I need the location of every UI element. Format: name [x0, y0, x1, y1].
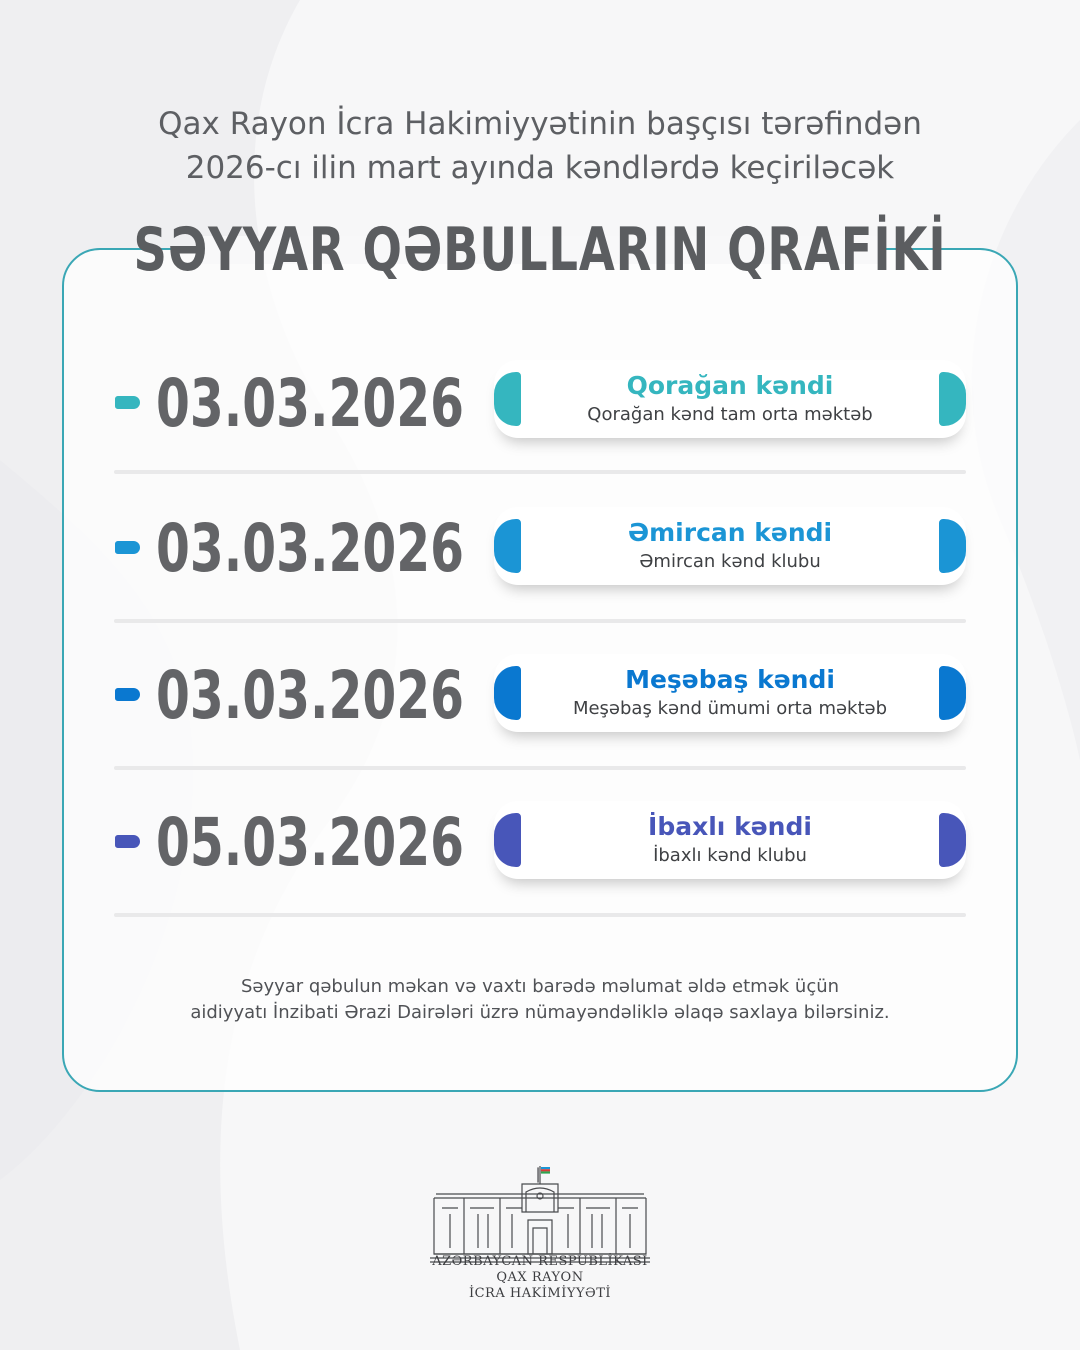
venue-name: Meşəbaş kənd ümumi orta məktəb: [572, 698, 888, 719]
venue-name: Əmircan kənd klubu: [639, 551, 821, 572]
intro-line-1: Qax Rayon İcra Hakimiyyətinin başçısı tərəfindən: [158, 106, 922, 142]
row-date: 03.03.2026: [156, 365, 465, 442]
row-marker: [115, 688, 140, 701]
schedule-row: [0, 507, 1080, 655]
row-marker: [115, 541, 140, 554]
note-line-2: aidiyyatı İnzibati Ərazi Dairələri üzrə nümayəndəliklə əlaqə saxlaya bilərsiniz.: [190, 1002, 890, 1023]
schedule-row: [0, 654, 1080, 802]
row-date: 05.03.2026: [156, 804, 465, 881]
venue-name: İbaxlı kənd klubu: [653, 845, 807, 866]
note-line-1: Səyyar qəbulun məkan və vaxtı barədə məlumat əldə etmək üçün: [240, 976, 840, 997]
intro-line-2: 2026-cı ilin mart ayında kəndlərdə keçiriləcək: [185, 150, 895, 186]
page-title: SƏYYAR QƏBULLARIN QRAFİKİ: [133, 215, 947, 285]
footer-line-1: AZƏRBAYCAN RESPUBLİKASI: [432, 1254, 648, 1269]
footer-emblem-text: [380, 1254, 700, 1302]
row-divider: [114, 913, 966, 917]
village-name: Meşəbaş kəndi: [625, 665, 835, 694]
row-marker: [115, 396, 140, 409]
village-card: [494, 360, 966, 438]
venue-name: Qorağan kənd tam orta məktəb: [587, 404, 873, 425]
footer-line-2: QAX RAYON: [496, 1270, 584, 1285]
schedule-row: [0, 801, 1080, 949]
village-name: İbaxlı kəndi: [648, 812, 812, 841]
contact-note: [62, 974, 1018, 1026]
village-card: [494, 801, 966, 879]
village-name: Əmircan kəndi: [627, 518, 833, 547]
intro-text: [0, 102, 1080, 190]
row-divider: [114, 766, 966, 770]
row-divider: [114, 619, 966, 623]
village-card: [494, 507, 966, 585]
schedule-row: [0, 360, 1080, 508]
row-date: 03.03.2026: [156, 657, 465, 734]
village-name: Qorağan kəndi: [626, 371, 834, 400]
row-divider: [114, 470, 966, 474]
village-card: [494, 654, 966, 732]
row-marker: [115, 835, 140, 848]
row-date: 03.03.2026: [156, 510, 465, 587]
footer-line-3: İCRA HAKİMİYYƏTİ: [468, 1286, 612, 1301]
